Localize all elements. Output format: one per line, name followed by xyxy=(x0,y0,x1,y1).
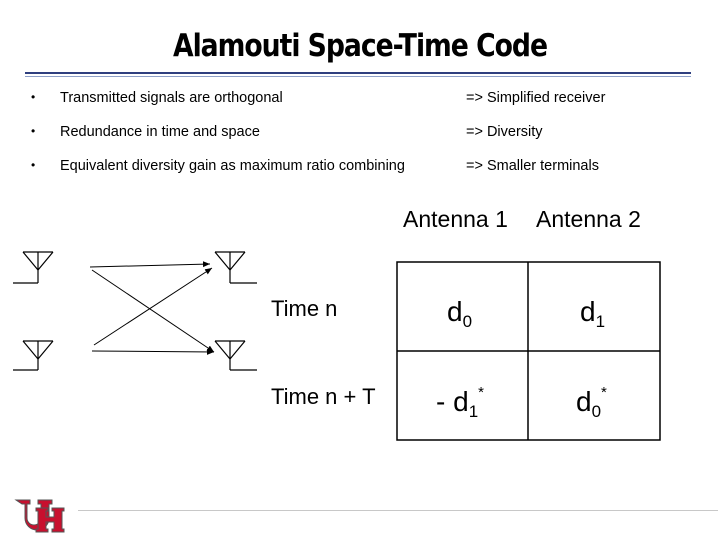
bullet-result: => Diversity xyxy=(466,124,543,140)
signal-path-arrow xyxy=(92,270,214,352)
column-header-antenna-1: Antenna 1 xyxy=(403,206,508,232)
cell-subscript: 0 xyxy=(462,312,473,331)
column-header-antenna-2: Antenna 2 xyxy=(536,206,641,232)
row-label-time-n: Time n xyxy=(271,296,338,321)
antenna-icon xyxy=(13,341,53,370)
bullet-text: Equivalent diversity gain as maximum ratio combining xyxy=(60,158,405,174)
cell-superscript: * xyxy=(601,384,607,401)
antenna-icon xyxy=(13,252,53,283)
cell-subscript: 0 xyxy=(591,402,602,421)
row-label-time-n-plus-t: Time n + T xyxy=(271,384,376,409)
cell-symbol: d xyxy=(453,386,469,417)
antenna-icon xyxy=(215,341,257,370)
antenna-icon xyxy=(215,252,257,283)
footer-rule xyxy=(78,510,718,511)
university-logo xyxy=(14,496,74,536)
cell-symbol: d xyxy=(576,386,592,417)
bullet-marker: • xyxy=(31,124,36,138)
table-cell xyxy=(447,294,472,332)
signal-path-arrow xyxy=(90,264,210,267)
slide-title: Alamouti Space-Time Code xyxy=(172,28,548,64)
bullet-text: Redundance in time and space xyxy=(60,124,260,140)
table-cell xyxy=(580,294,605,332)
cell-prefix: - xyxy=(436,386,454,417)
table-cell xyxy=(436,384,484,422)
bullet-marker: • xyxy=(31,90,36,104)
cell-superscript: * xyxy=(478,384,484,401)
cell-subscript: 1 xyxy=(595,312,606,331)
cell-symbol: d xyxy=(447,296,463,327)
signal-path-arrow xyxy=(94,268,212,345)
bullet-result: => Simplified receiver xyxy=(466,90,606,106)
bullet-text: Transmitted signals are orthogonal xyxy=(60,90,283,106)
table-cell xyxy=(576,384,607,422)
cell-subscript: 1 xyxy=(468,402,479,421)
bullet-marker: • xyxy=(31,158,36,172)
cell-symbol: d xyxy=(580,296,596,327)
signal-path-arrow xyxy=(92,351,214,352)
bullet-result: => Smaller terminals xyxy=(466,158,599,174)
